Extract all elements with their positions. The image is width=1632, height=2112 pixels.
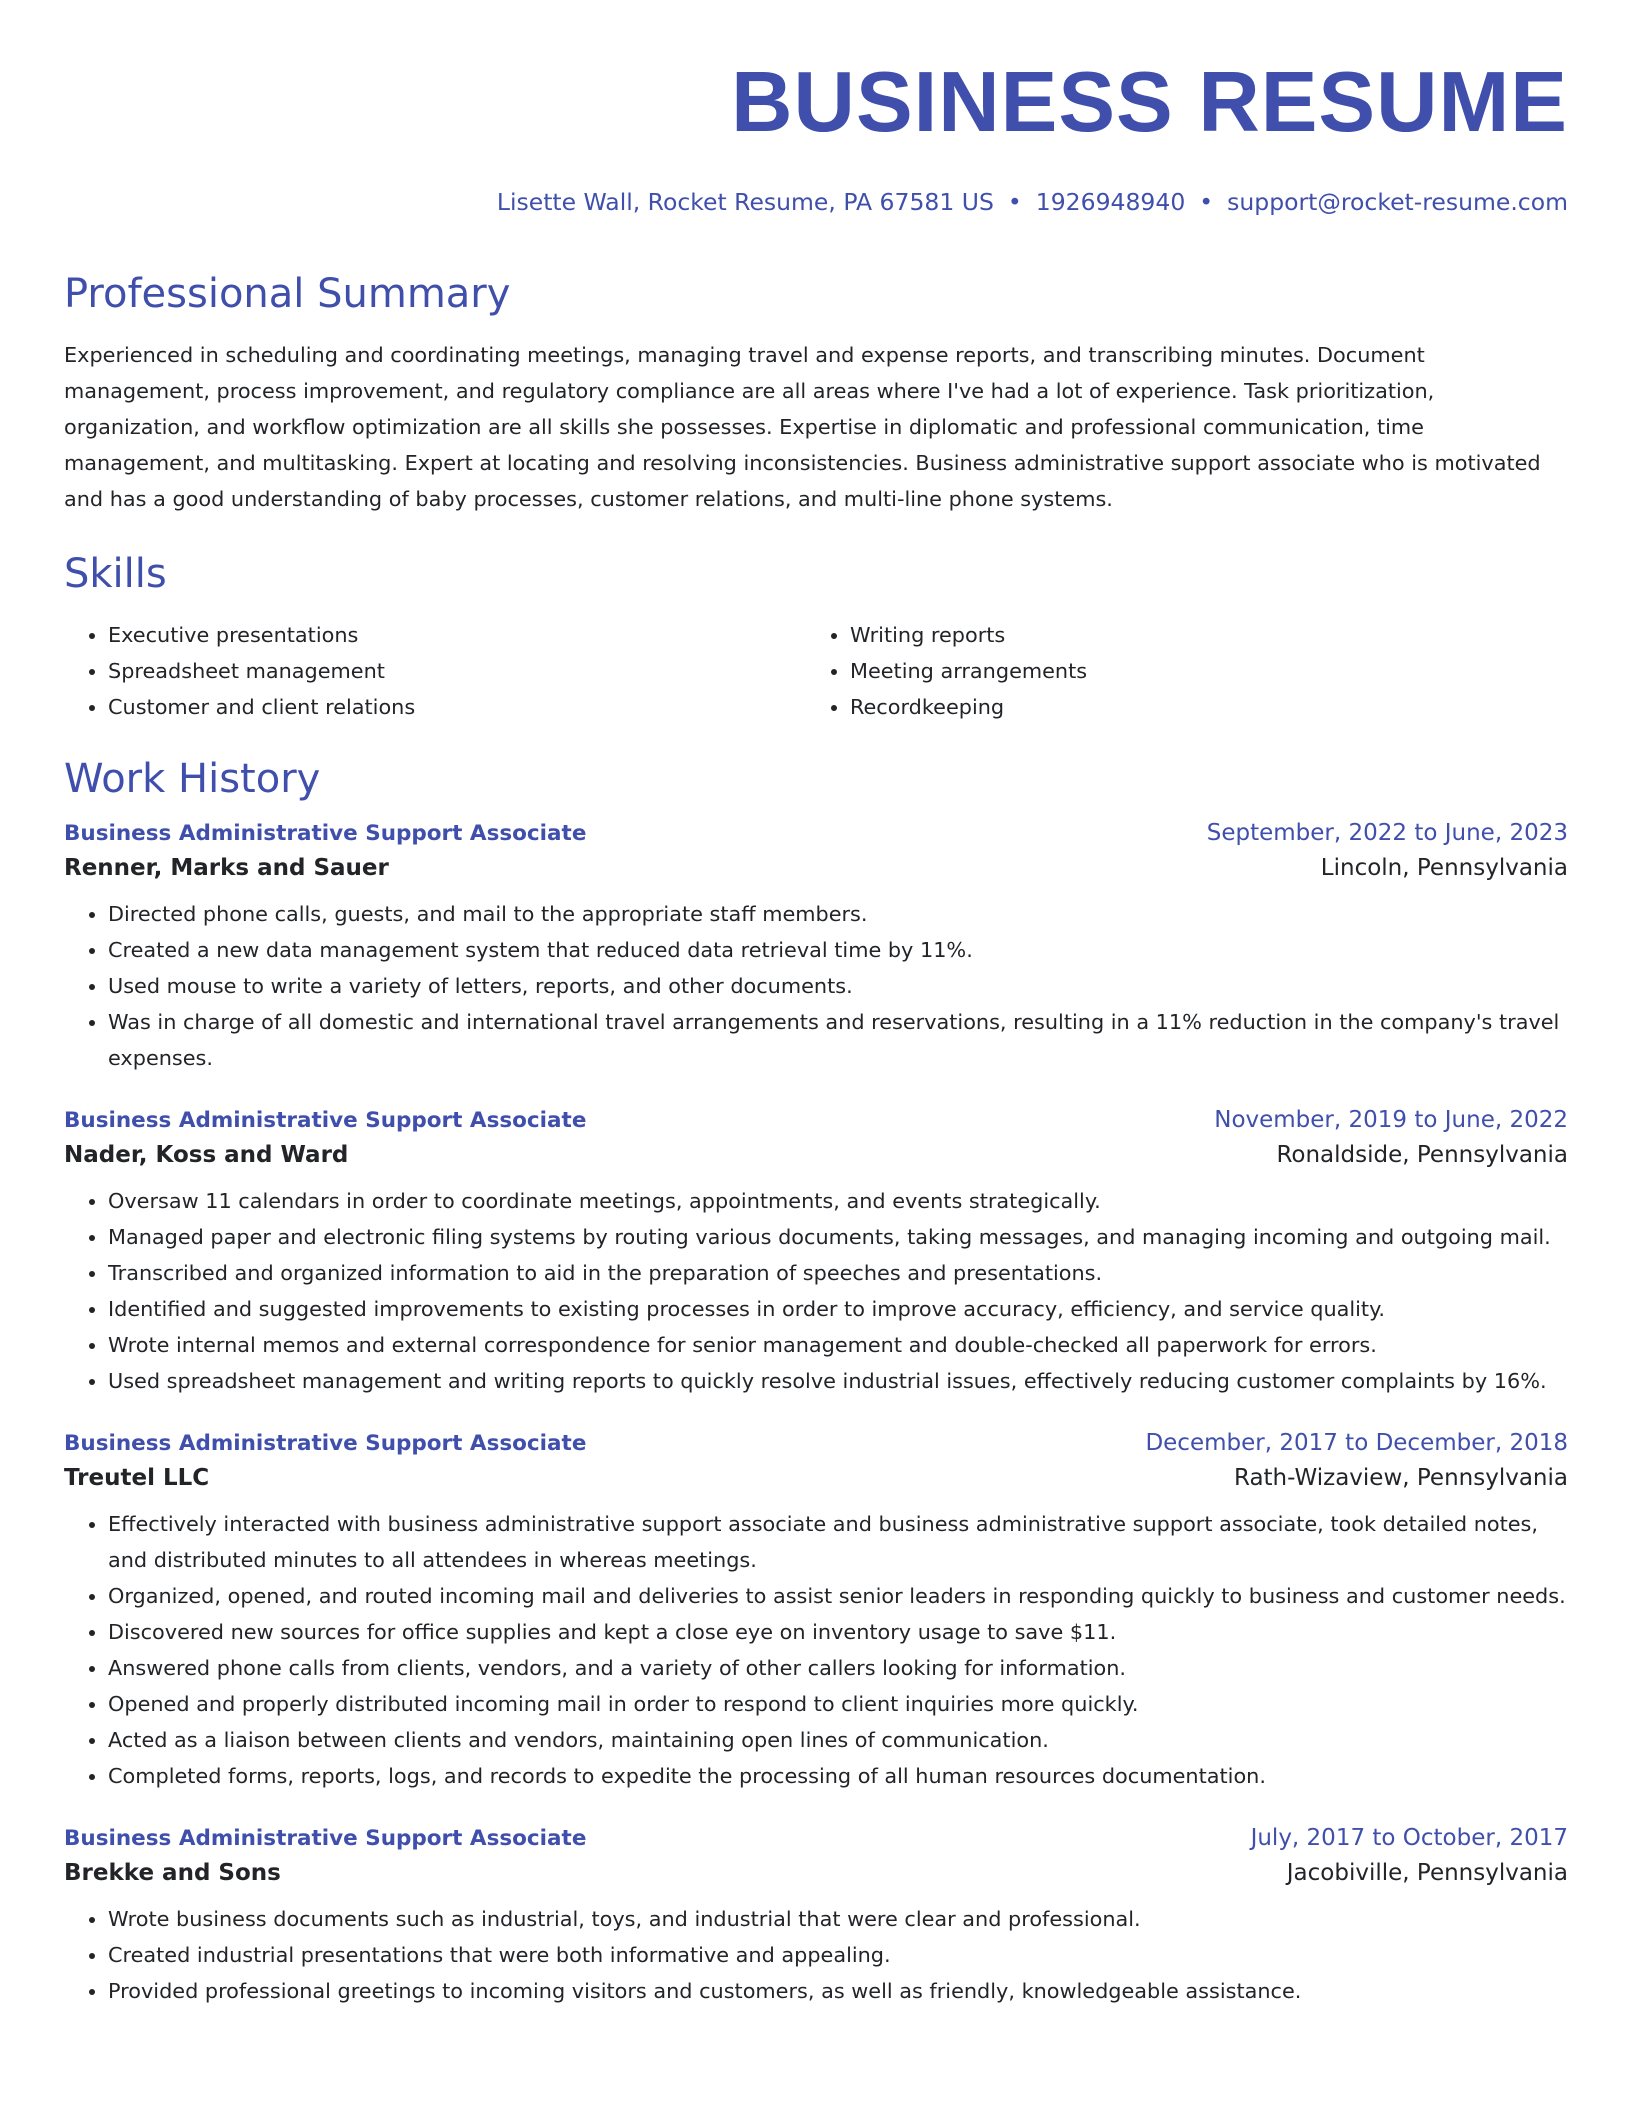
contact-email: support@rocket-resume.com (1227, 188, 1568, 216)
job-header-row (64, 1427, 1568, 1460)
job-location: Ronaldside, Pennsylvania (1276, 1142, 1568, 1168)
job-bullet: • Transcribed and organized information to aid in the preparation of speeches and presentations. (108, 1255, 1568, 1291)
contact-separator: • (1007, 188, 1022, 216)
contact-phone: 1926948940 (1035, 188, 1186, 216)
skills-list (64, 617, 1568, 725)
job-bullet: • Provided professional greetings to incoming visitors and customers, as well as friendly, knowledgeable assistance. (108, 1973, 1568, 2009)
job-bullet: • Wrote business documents such as industrial, toys, and industrial that were clear and professional. (108, 1901, 1568, 1937)
job-bullets (64, 1183, 1568, 1399)
job-bullet: • Effectively interacted with business administrative support associate and business administrative support associate, took detailed notes, and distributed minutes to all attendees in whereas meetings. (108, 1506, 1568, 1578)
contact-address: Lisette Wall, Rocket Resume, PA 67581 US (496, 188, 994, 216)
skill-item: • Spreadsheet management (108, 653, 806, 689)
job-entry (64, 1427, 1568, 1794)
job-dates: November, 2019 to June, 2022 (1214, 1107, 1568, 1133)
job-bullet: • Used mouse to write a variety of letters, reports, and other documents. (108, 968, 1568, 1004)
job-dates: December, 2017 to December, 2018 (1145, 1430, 1568, 1456)
job-bullet: • Created a new data management system that reduced data retrieval time by 11%. (108, 932, 1568, 968)
job-company-row (64, 850, 1568, 886)
job-bullet: • Completed forms, reports, logs, and records to expedite the processing of all human resources documentation. (108, 1758, 1568, 1794)
job-location: Rath-Wizaview, Pennsylvania (1233, 1465, 1568, 1491)
job-title: Business Administrative Support Associate (64, 1826, 587, 1851)
job-company: Treutel LLC (64, 1465, 210, 1491)
job-title: Business Administrative Support Associate (64, 1431, 587, 1456)
job-bullet: • Oversaw 11 calendars in order to coordinate meetings, appointments, and events strategically. (108, 1183, 1568, 1219)
job-bullets (64, 896, 1568, 1076)
job-bullet: • Used spreadsheet management and writing reports to quickly resolve industrial issues, effectively reducing customer complaints by 16%. (108, 1363, 1568, 1399)
job-bullet: • Answered phone calls from clients, vendors, and a variety of other callers looking for information. (108, 1650, 1568, 1686)
job-company: Renner, Marks and Sauer (64, 855, 389, 881)
skills-heading: Skills (64, 551, 167, 597)
work-history-list (64, 817, 1568, 2009)
skills-column-right (806, 617, 1548, 725)
job-bullet: • Organized, opened, and routed incoming mail and deliveries to assist senior leaders in responding quickly to business and customer needs. (108, 1578, 1568, 1614)
job-bullets (64, 1901, 1568, 2009)
job-bullet: • Identified and suggested improvements to existing processes in order to improve accuracy, efficiency, and service quality. (108, 1291, 1568, 1327)
job-location: Jacobiville, Pennsylvania (1286, 1860, 1568, 1886)
job-entry (64, 1822, 1568, 2009)
resume-page (64, 0, 1568, 2009)
contact-line (64, 187, 1568, 217)
job-bullets (64, 1506, 1568, 1794)
job-title: Business Administrative Support Associate (64, 1108, 587, 1133)
skill-item: • Executive presentations (108, 617, 806, 653)
job-bullet: • Created industrial presentations that were both informative and appealing. (108, 1937, 1568, 1973)
work-history-heading: Work History (64, 756, 321, 802)
job-company: Nader, Koss and Ward (64, 1142, 349, 1168)
resume-title: BUSINESS RESUME (731, 55, 1568, 150)
job-bullet: • Discovered new sources for office supplies and kept a close eye on inventory usage to save $11. (108, 1614, 1568, 1650)
job-header-row (64, 817, 1568, 850)
job-header-row (64, 1822, 1568, 1855)
job-header-row (64, 1104, 1568, 1137)
job-location: Lincoln, Pennsylvania (1320, 855, 1568, 881)
skill-item: • Meeting arrangements (850, 653, 1548, 689)
summary-heading: Professional Summary (64, 271, 511, 317)
job-bullet: • Managed paper and electronic filing systems by routing various documents, taking messages, and managing incoming and outgoing mail. (108, 1219, 1568, 1255)
summary-text: Experienced in scheduling and coordinating meetings, managing travel and expense reports, and transcribing minutes. Document management, process improvement, and regulatory compliance are all areas where I've had a lot of experience. Task prioritization, organization, and workflow optimization are all skills she possesses. Expertise in diplomatic and professional communication, time management, and multitasking. Expert at locating and resolving inconsistencies. Business administrative support associate who is motivated and has a good understanding of baby processes, customer relations, and multi-line phone systems. (64, 343, 1541, 511)
job-company-row (64, 1137, 1568, 1173)
skill-item: • Customer and client relations (108, 689, 806, 725)
job-title: Business Administrative Support Associate (64, 821, 587, 846)
job-entry (64, 817, 1568, 1076)
job-entry (64, 1104, 1568, 1399)
job-bullet: • Wrote internal memos and external correspondence for senior management and double-checked all paperwork for errors. (108, 1327, 1568, 1363)
skill-item: • Recordkeeping (850, 689, 1548, 725)
job-dates: July, 2017 to October, 2017 (1250, 1825, 1568, 1851)
job-bullet: • Acted as a liaison between clients and vendors, maintaining open lines of communication. (108, 1722, 1568, 1758)
job-bullet: • Opened and properly distributed incoming mail in order to respond to client inquiries more quickly. (108, 1686, 1568, 1722)
job-company-row (64, 1855, 1568, 1891)
job-company-row (64, 1460, 1568, 1496)
job-bullet: • Was in charge of all domestic and international travel arrangements and reservations, resulting in a 11% reduction in the company's travel expenses. (108, 1004, 1568, 1076)
job-bullet: • Directed phone calls, guests, and mail to the appropriate staff members. (108, 896, 1568, 932)
job-company: Brekke and Sons (64, 1860, 281, 1886)
skill-item: • Writing reports (850, 617, 1548, 653)
contact-separator: • (1199, 188, 1214, 216)
skills-column-left (64, 617, 806, 725)
job-dates: September, 2022 to June, 2023 (1206, 820, 1568, 846)
